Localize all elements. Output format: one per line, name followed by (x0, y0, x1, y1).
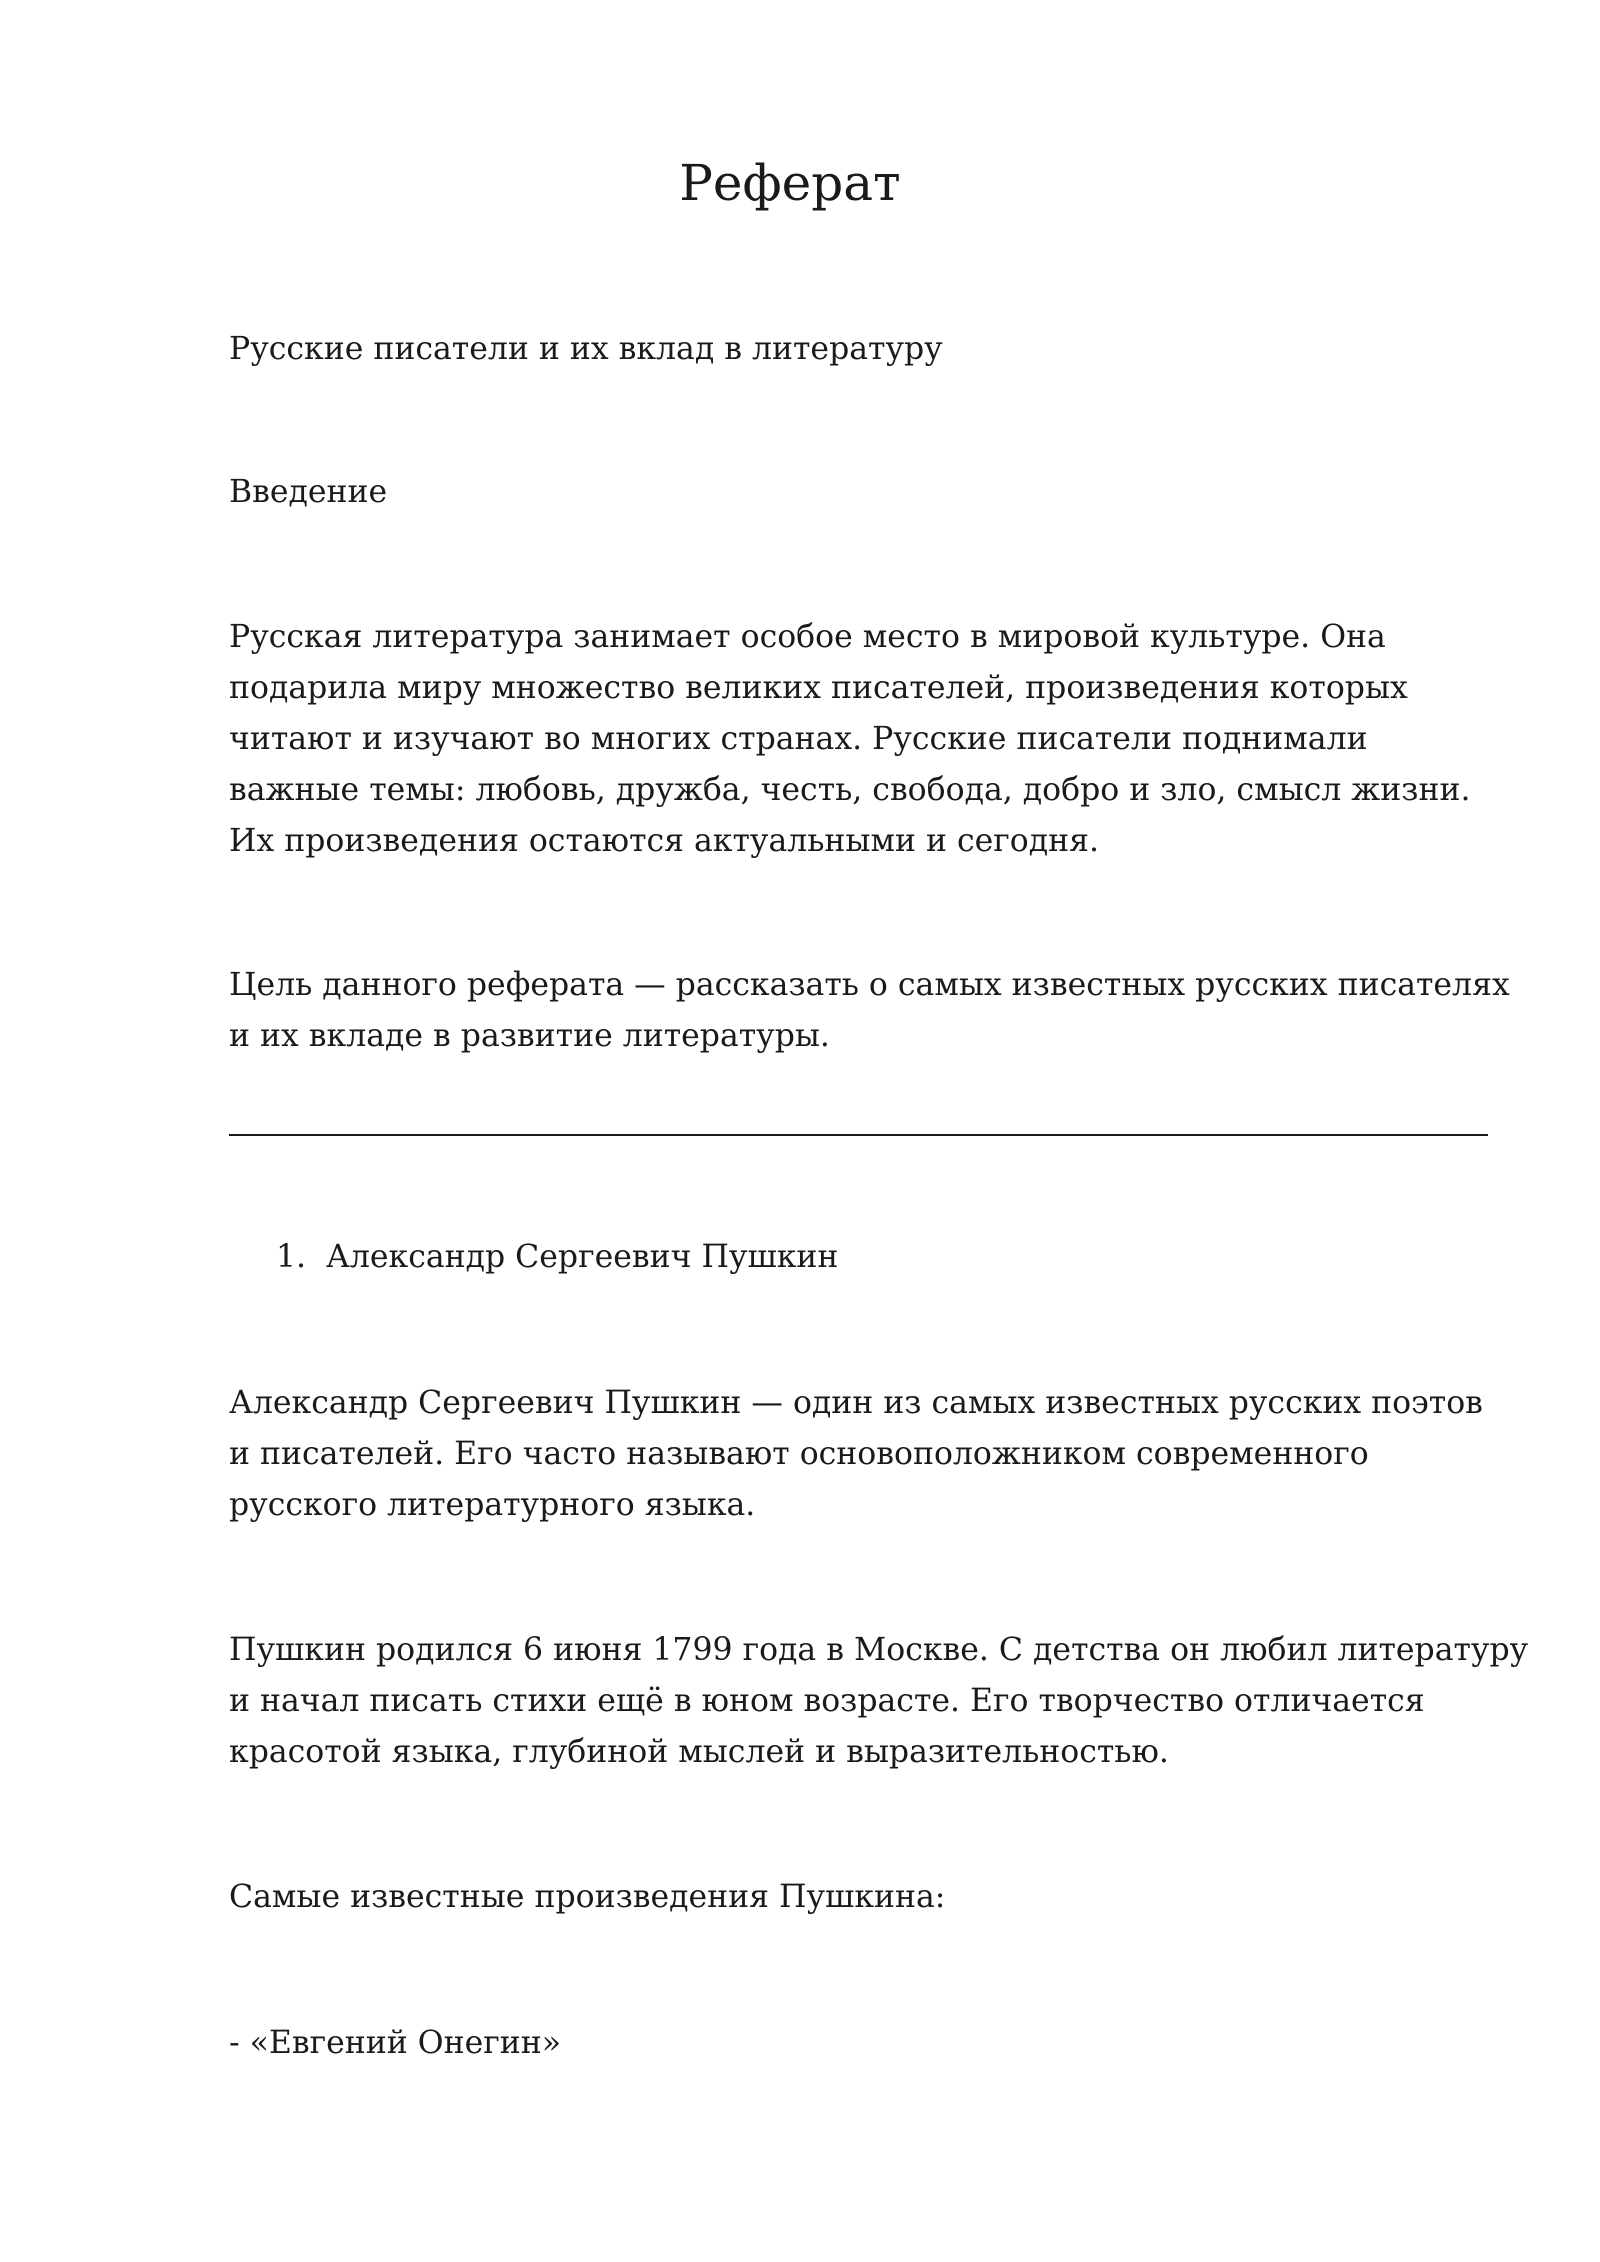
paragraph-line: и писателей. Его часто называют основоположником современного (229, 1436, 1369, 1472)
paragraph-line: Цель данного реферата — рассказать о самых известных русских писателях (229, 967, 1510, 1003)
paragraph-line: Пушкин родился 6 июня 1799 года в Москве. С детства он любил литературу (229, 1632, 1529, 1668)
section-heading-pushkin (276, 1232, 838, 1283)
horizontal-rule (229, 1134, 1488, 1136)
document-title: Реферат (679, 154, 901, 212)
document-subtitle: Русские писатели и их вклад в литературу (229, 331, 943, 367)
works-list-item: - «Евгений Онегин» (229, 2025, 562, 2061)
paragraph-line: важные темы: любовь, дружба, честь, свобода, добро и зло, смысл жизни. (229, 772, 1471, 808)
list-number: 1. (276, 1239, 307, 1275)
paragraph-line: читают и изучают во многих странах. Русские писатели поднимали (229, 721, 1368, 757)
pushkin-paragraph-1 (229, 1378, 1489, 1531)
intro-heading: Введение (229, 474, 388, 510)
paragraph-line: и их вкладе в развитие литературы. (229, 1018, 830, 1054)
paragraph-line: красотой языка, глубиной мыслей и выразительностью. (229, 1734, 1169, 1770)
paragraph-line: подарила миру множество великих писателей, произведения которых (229, 670, 1408, 706)
paragraph-line: Александр Сергеевич Пушкин — один из самых известных русских поэтов (229, 1385, 1483, 1421)
paragraph-line: русского литературного языка. (229, 1487, 756, 1523)
intro-paragraph (229, 612, 1489, 867)
section-heading-text: Александр Сергеевич Пушкин (326, 1239, 839, 1275)
paragraph-line: Их произведения остаются актуальными и сегодня. (229, 823, 1100, 859)
paragraph-line: и начал писать стихи ещё в юном возрасте. Его творчество отличается (229, 1683, 1425, 1719)
works-heading: Самые известные произведения Пушкина: (229, 1879, 946, 1915)
pushkin-paragraph-2 (229, 1625, 1529, 1778)
paragraph-line: Русская литература занимает особое место в мировой культуре. Она (229, 619, 1386, 655)
goal-paragraph (229, 960, 1510, 1062)
